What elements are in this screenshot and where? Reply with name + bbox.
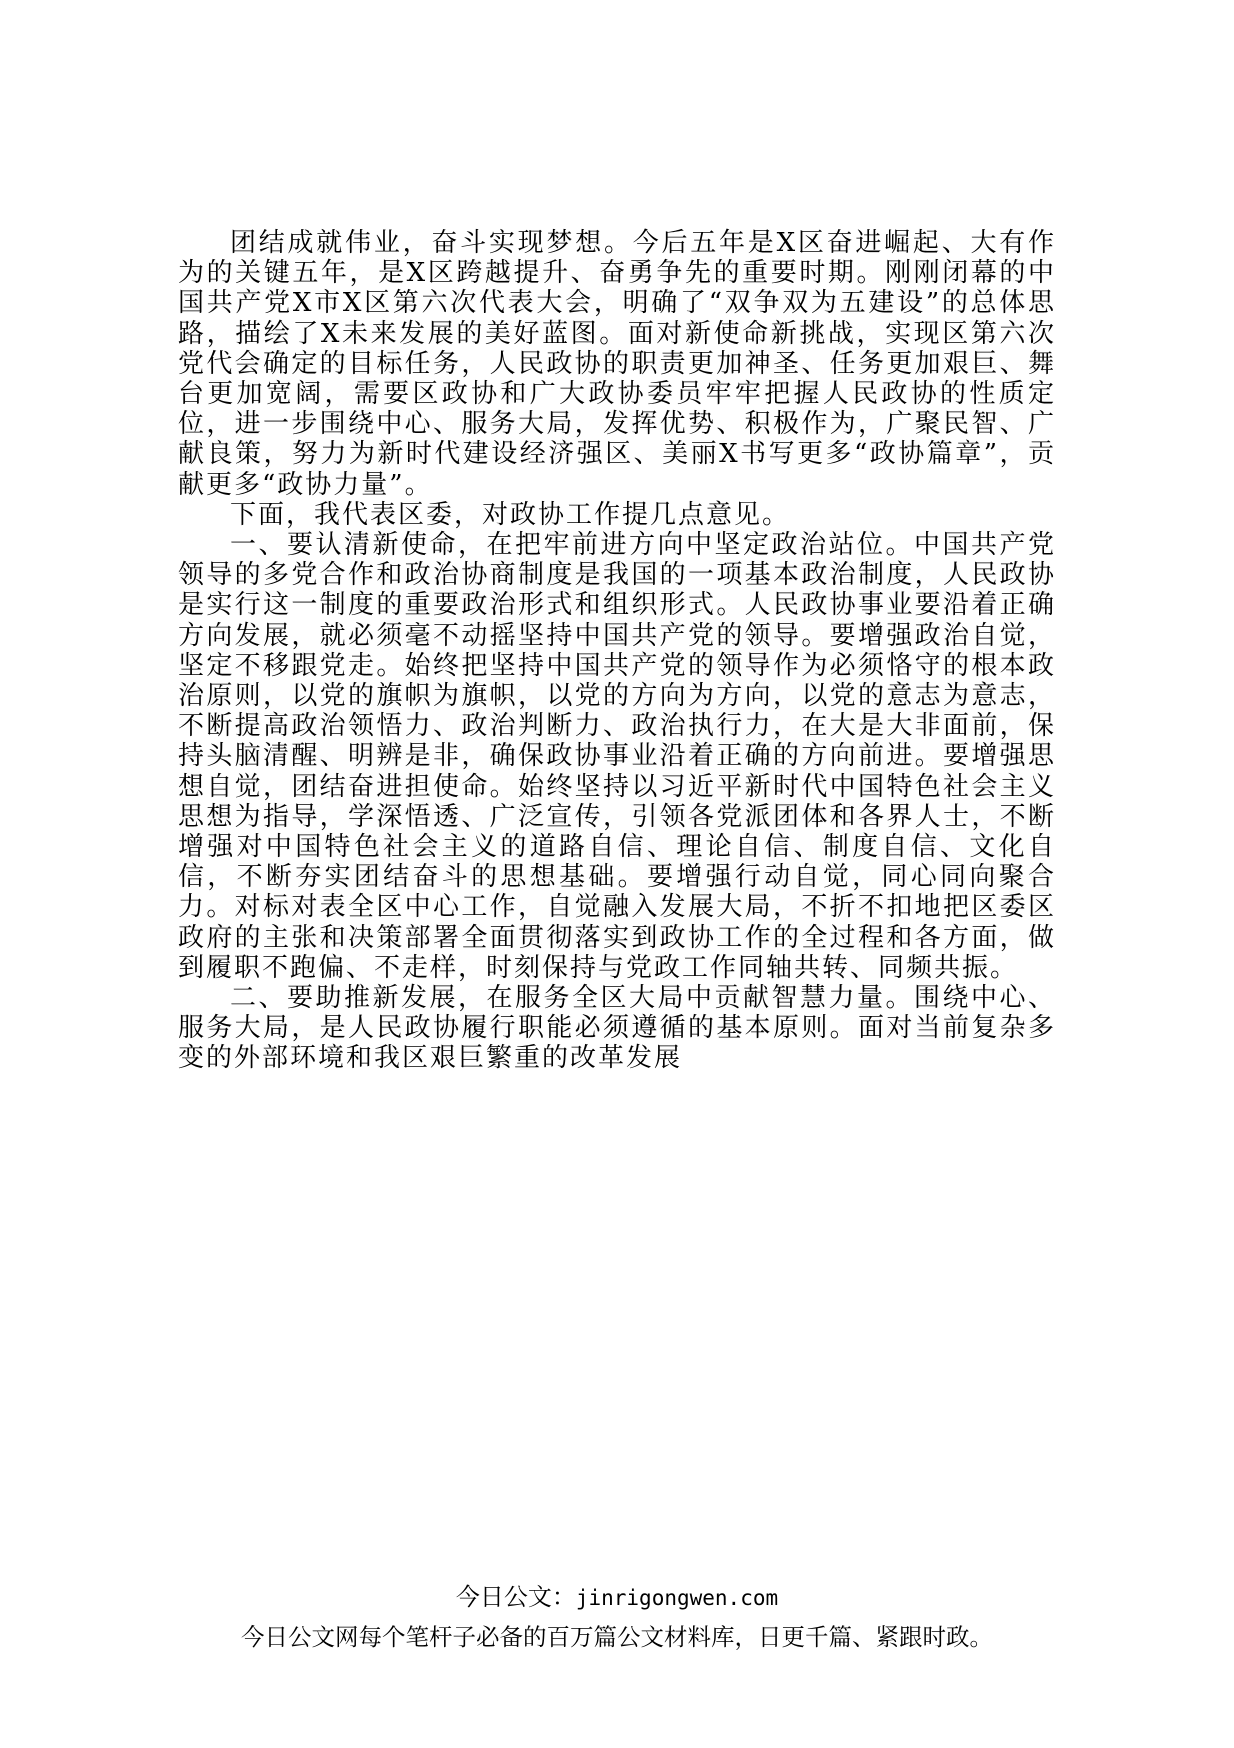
footer-site-line bbox=[0, 1580, 1234, 1615]
footer-site-link[interactable]: jinrigongwen.com bbox=[575, 1586, 779, 1610]
paragraph-intro: 团结成就伟业，奋斗实现梦想。今后五年是X区奋进崛起、大有作为的关键五年，是X区跨越提升、奋勇争先的重要时期。刚刚闭幕的中国共产党X市X区第六次代表大会，明确了“双争双为五建设”的总体思路，描绘了X未来发展的美好蓝图。面对新使命新挑战，实现区第六次党代会确定的目标任务，人民政协的职责更加神圣、任务更加艰巨、舞台更加宽阔，需要区政协和广大政协委员牢牢把握人民政协的性质定位，进一步围绕中心、服务大局，发挥优势、积极作为，广聚民智、广献良策，努力为新时代建设经济强区、美丽X书写更多“政协篇章”，贡献更多“政协力量”。 bbox=[178, 228, 1056, 500]
paragraph-point-two: 二、要助推新发展，在服务全区大局中贡献智慧力量。围绕中心、服务大局，是人民政协履行职能必须遵循的基本原则。面对当前复杂多变的外部环境和我区艰巨繁重的改革发展 bbox=[178, 983, 1056, 1074]
page-footer bbox=[0, 1580, 1234, 1656]
footer-slogan: 今日公文网每个笔杆子必备的百万篇公文材料库，日更千篇、紧跟时政。 bbox=[241, 1623, 993, 1651]
footer-site-label: 今日公文： bbox=[455, 1583, 576, 1611]
document-body bbox=[178, 228, 1056, 1074]
paragraph-opinions-lead: 下面，我代表区委，对政协工作提几点意见。 bbox=[230, 499, 791, 530]
paragraph-point-one: 一、要认清新使命，在把牢前进方向中坚定政治站位。中国共产党领导的多党合作和政治协商制度是我国的一项基本政治制度，人民政协是实行这一制度的重要政治形式和组织形式。人民政协事业要沿着正确方向发展，就必须毫不动摇坚持中国共产党的领导。要增强政治自觉，坚定不移跟党走。始终把坚持中国共产党的领导作为必须恪守的根本政治原则，以党的旗帜为旗帜，以党的方向为方向，以党的意志为意志，不断提高政治领悟力、政治判断力、政治执行力，在大是大非面前，保持头脑清醒、明辨是非，确保政协事业沿着正确的方向前进。要增强思想自觉，团结奋进担使命。始终坚持以习近平新时代中国特色社会主义思想为指导，学深悟透、广泛宣传，引领各党派团体和各界人士，不断增强对中国特色社会主义的道路自信、理论自信、制度自信、文化自信，不断夯实团结奋斗的思想基础。要增强行动自觉，同心同向聚合力。对标对表全区中心工作，自觉融入发展大局，不折不扣地把区委区政府的主张和决策部署全面贯彻落实到政协工作的全过程和各方面，做到履职不跑偏、不走样，时刻保持与党政工作同轴共转、同频共振。 bbox=[178, 530, 1056, 983]
